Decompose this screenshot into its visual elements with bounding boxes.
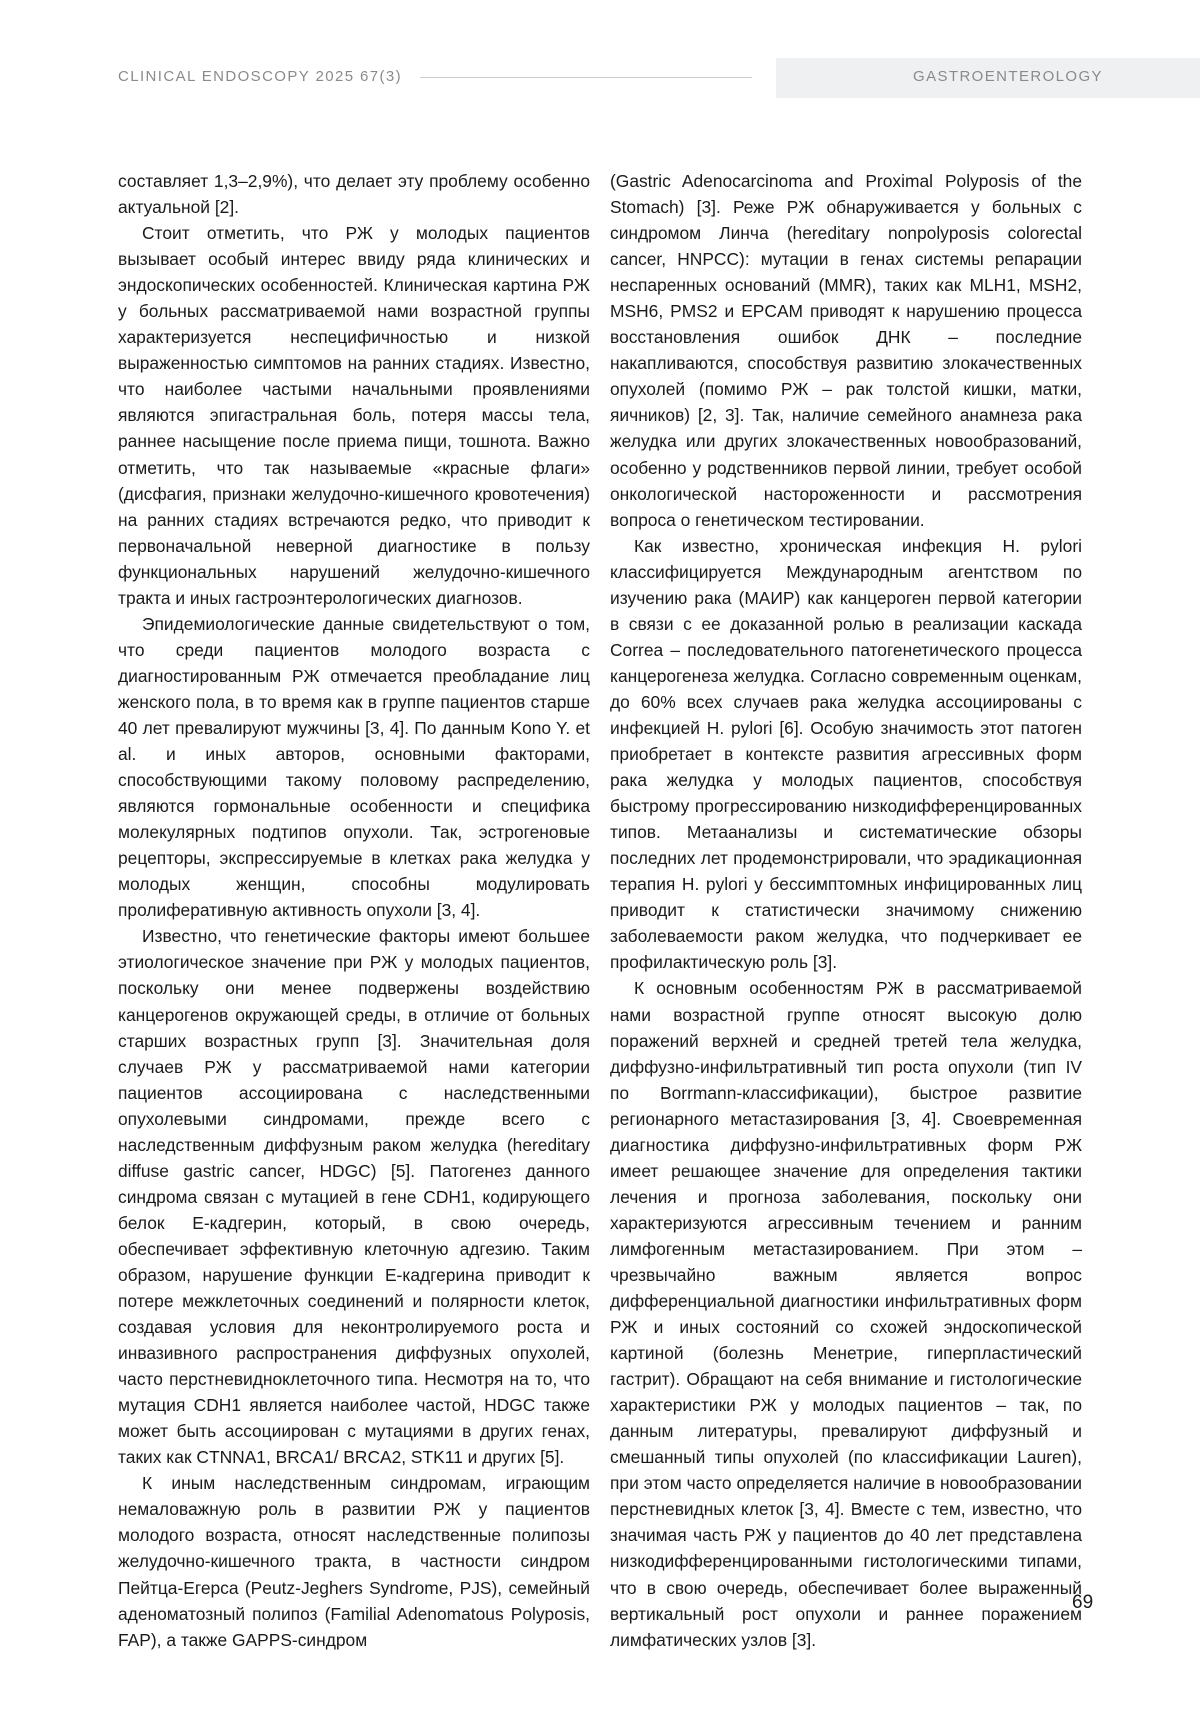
- right-column: [610, 168, 1082, 1653]
- paragraph: Известно, что генетические факторы имеют большее этиологическое значение при РЖ у молодых пациентов, поскольку они менее подвержены воздействию канцерогенов окружающей среды, в отличие от больных старших возрастных групп [3]. Значительная доля случаев РЖ у рассматриваемой нами категории пациентов ассоциирована с наследственными опухолевыми синдромами, прежде всего с наследственным диффузным раком желудка (hereditary diffuse gastric cancer, HDGC) [5]. Патогенез данного синдрома связан с мутацией в гене CDH1, кодирующего белок Е-кадгерин, который, в свою очередь, обеспечивает эффективную клеточную адгезию. Таким образом, нарушение функции Е-кадгерина приводит к потере межклеточных соединений и полярности клеток, создавая условия для неконтролируемого роста и инвазивного распространения диффузных опухолей, часто перстневидноклеточного типа. Несмотря на то, что мутация CDH1 является наиболее частой, HDGC также может быть ассоциирован с мутациями в других генах, таких как CTNNA1, BRCA1/ BRCA2, STK11 и других [5].: [118, 926, 590, 1468]
- header-rule: [420, 77, 752, 78]
- section-label: GASTROENTEROLOGY: [913, 68, 1103, 85]
- paragraph: К основным особенностям РЖ в рассматриваемой нами возрастной группе относят высокую долю поражений верхней и средней третей тела желудка, диффузно-инфильтративный тип роста опухоли (тип IV по Borrmann-классификации), быстрое развитие регионарного метастазирования [3, 4]. Своевременная диагностика диффузно-инфильтративных форм РЖ имеет решающее значение для определения тактики лечения и прогноза заболевания, поскольку они характеризуются агрессивным течением и ранним лимфогенным метастазированием. При этом – чрезвычайно важным является вопрос дифференциальной диагностики инфильтративных форм РЖ и иных состояний со схожей эндоскопической картиной (болезнь Менетрие, гиперпластический гастрит). Обращают на себя внимание и гистологические характеристики РЖ у молодых пациентов – так, по данным литературы, превалируют диффузный и смешанный типы опухолей (по классификации Lauren), при этом часто определяется наличие в новообразовании перстневидных клеток [3, 4]. Вместе с тем, известно, что значимая часть РЖ у пациентов до 40 лет представлена низкодифференцированными гистологическими типами, что в свою очередь, обеспечивает более выраженный вертикальный рост опухоли и раннее поражением лимфатических узлов [3].: [610, 978, 1082, 1650]
- running-header: [0, 58, 1200, 98]
- paragraph: Стоит отметить, что РЖ у молодых пациентов вызывает особый интерес ввиду ряда клинических и эндоскопических особенностей. Клиническая картина РЖ у больных рассматриваемой нами возрастной группы характеризуется неспецифичностью и низкой выраженностью симптомов на ранних стадиях. Известно, что наиболее частыми начальными проявлениями являются эпигастральная боль, потеря массы тела, раннее насыщение после приема пищи, тошнота. Важно отметить, что так называемые «красные флаги» (дисфагия, признаки желудочно-кишечного кровотечения) на ранних стадиях встречаются редко, что приводит к первоначальной неверной диагностике в пользу функциональных нарушений желудочно-кишечного тракта и иных гастроэнтерологических диагнозов.: [118, 223, 590, 608]
- paragraph: Эпидемиологические данные свидетельствуют о том, что среди пациентов молодого возраста с диагностированным РЖ отмечается преобладание лиц женского пола, в то время как в группе пациентов старше 40 лет превалируют мужчины [3, 4]. По данным Kono Y. et al. и иных авторов, основными факторами, способствующими такому половому распределению, являются гормональные особенности и специфика молекулярных подтипов опухоли. Так, эстрогеновые рецепторы, экспрессируемые в клетках рака желудка у молодых женщин, способны модулировать пролиферативную активность опухоли [3, 4].: [118, 613, 590, 921]
- paragraph: составляет 1,3–2,9%), что делает эту проблему особенно актуальной [2].: [118, 171, 590, 218]
- paragraph: Как известно, хроническая инфекция H. pylori классифицируется Международным агентством по изучению рака (МАИР) как канцероген первой категории в связи с ее доказанной ролью в реализации каскада Correa – последовательного патогенетического процесса канцерогенеза желудка. Согласно современным оценкам, до 60% всех случаев рака желудка ассоциированы с инфекцией H. pylori [6]. Особую значимость этот патоген приобретает в контексте развития агрессивных форм рака желудка у молодых пациентов, способствуя быстрому прогрессированию низкодифференцированных типов. Метаанализы и систематические обзоры последних лет продемонстрировали, что эрадикационная терапия H. pylori у бессимптомных инфицированных лиц приводит к статистически значимому снижению заболеваемости раком желудка, что подчеркивает ее профилактическую роль [3].: [610, 535, 1082, 973]
- paragraph: К иным наследственным синдромам, играющим немаловажную роль в развитии РЖ у пациентов молодого возраста, относят наследственные полипозы желудочно-кишечного тракта, в частности синдром Пейтца-Егерса (Peutz-Jeghers Syndrome, PJS), семейный аденоматозный полипоз (Familial Adenomatous Polyposis, FAP), а также GAPPS-синдром: [118, 1473, 590, 1650]
- journal-title: CLINICAL ENDOSCOPY 2025 67(3): [118, 68, 403, 85]
- page-number: 69: [1072, 1592, 1094, 1613]
- left-column: [118, 168, 590, 1653]
- paragraph: (Gastric Adenocarcinoma and Proximal Polyposis of the Stomach) [3]. Реже РЖ обнаруживается у больных с синдромом Линча (hereditary nonpolyposis colorectal cancer, HNPCC): мутации в генах системы репарации неспаренных оснований (MMR), таких как MLH1, MSH2, MSH6, PMS2 и EPCAM приводят к нарушению процесса восстановления ошибок ДНК – последние накапливаются, способствуя развитию злокачественных опухолей (помимо РЖ – рак толстой кишки, матки, яичников) [2, 3]. Так, наличие семейного анамнеза рака желудка или других злокачественных новообразований, особенно у родственников первой линии, требует особой онкологической настороженности и рассмотрения вопроса о генетическом тестировании.: [610, 171, 1082, 530]
